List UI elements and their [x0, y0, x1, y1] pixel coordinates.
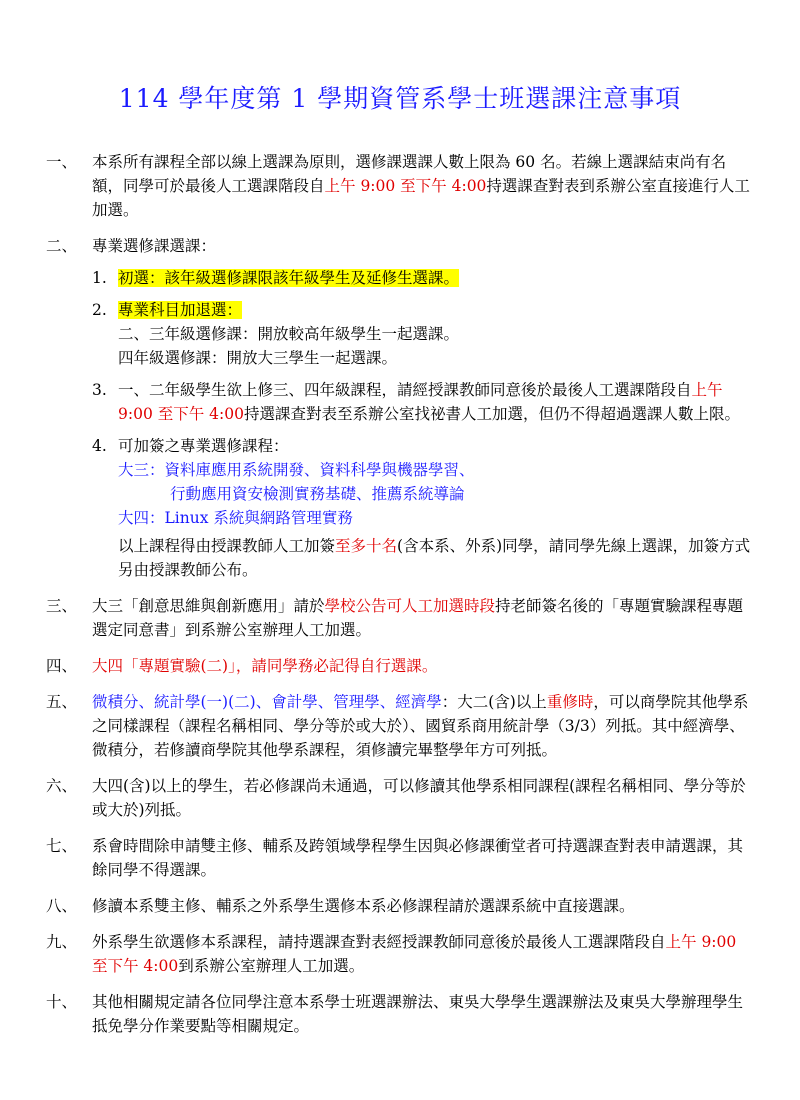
- sub-item-4: [92, 434, 756, 582]
- sub-line: 四年級選修課：開放大三學生一起選課。: [118, 349, 398, 367]
- junior-courses-line2: 行動應用資安檢測實務基礎、推薦系統導論: [170, 485, 465, 503]
- retake-highlight: 重修時: [546, 693, 594, 711]
- sub-item-3: [92, 378, 756, 426]
- rule-item-5: [46, 690, 756, 762]
- sub-number: 2.: [92, 301, 107, 319]
- highlighted-text: 專業科目加退選：: [118, 301, 243, 319]
- period-highlight: 學校公告可人工加選時段: [324, 597, 496, 615]
- rule-item-7: [46, 834, 756, 882]
- rule-item-10: [46, 990, 756, 1038]
- senior-courses: 大四：Linux 系統與網路管理實務: [118, 509, 353, 527]
- item-number: 三、: [46, 597, 78, 615]
- item-text-cont: 持選課查對表到系辦公室直接進行人工加選。: [92, 177, 750, 219]
- sub-line: 二、三年級選修課：開放較高年級學生一起選課。: [118, 325, 460, 343]
- rule-item-9: [46, 930, 756, 978]
- course-list: 微積分、統計學(一)(二)、會計學、管理學、經濟學: [92, 693, 442, 711]
- note-limit: 至多十名: [335, 537, 398, 555]
- item-text-cont: 持老師簽名後的「專題實驗課程專題選定同意書」到系辦公室辦理人工加選。: [92, 597, 744, 639]
- item-text: ：大二(含)以上: [441, 693, 547, 711]
- sub-number: 4.: [92, 437, 107, 455]
- rule-item-4: [46, 654, 756, 678]
- sub-item-2: [92, 298, 756, 370]
- item-number: 八、: [46, 897, 78, 915]
- item-number: 六、: [46, 777, 78, 795]
- rule-item-1: [46, 150, 756, 222]
- rule-item-2: [46, 234, 756, 582]
- item-text: 大三「創意思維與創新應用」請於: [92, 597, 325, 615]
- item-text: 本系所有課程全部以線上選課為原則，選修課選課人數上限為 60 名。若線上選課結束尚有名額，同學可於最後人工選課階段自: [92, 153, 727, 195]
- item-text-cont: ，可以商學院其他學系之同樣課程（課程名稱相同、學分等於或大於）、國貿系商用統計學（3/3）列抵。其中經濟學、微積分，若修讀商學院其他學系課程，須修讀完畢整學年方可列抵。: [92, 693, 749, 759]
- item-text: 修讀本系雙主修、輔系之外系學生選修本系必修課程請於選課系統中直接選課。: [92, 897, 635, 915]
- junior-label: 大三：: [118, 461, 165, 479]
- item-number: 四、: [46, 657, 78, 675]
- signup-note: [118, 534, 756, 582]
- highlighted-text: 初選：該年級選修課限該年級學生及延修生選課。: [118, 269, 460, 287]
- page-title: 114 學年度第 1 學期資管系學士班選課注意事項: [118, 84, 682, 113]
- item-number: 九、: [46, 933, 78, 951]
- rules-list: [46, 150, 756, 1050]
- item-number: 十、: [46, 993, 78, 1011]
- rule-item-8: [46, 894, 756, 918]
- item-number: 二、: [46, 237, 78, 255]
- item-text: 大四「專題實驗(二)」，請同學務必記得自行選課。: [92, 657, 438, 675]
- item-number: 七、: [46, 837, 78, 855]
- note-text: 以上課程得由授課教師人工加簽: [118, 537, 336, 555]
- item-text: 其他相關規定請各位同學注意本系學士班選課辦法、東吳大學學生選課辦法及東吳大學辦理學生抵免學分作業要點等相關規定。: [92, 993, 744, 1035]
- item-text: 外系學生欲選修本系課程，請持選課查對表經授課教師同意後於最後人工選課階段自: [92, 933, 666, 951]
- junior-courses: [118, 458, 756, 482]
- item-number: 一、: [46, 153, 78, 171]
- time-range: 上午 9:00 至下午 4:00: [324, 177, 487, 195]
- item-number: 五、: [46, 693, 78, 711]
- item-text: 專業選修課選課：: [92, 237, 217, 255]
- sub-text-cont: 持選課查對表至系辦公室找祕書人工加選，但仍不得超過選課人數上限。: [243, 405, 740, 423]
- sub-number: 1.: [92, 269, 107, 287]
- sub-number: 3.: [92, 381, 107, 399]
- sub-item-1: [92, 266, 756, 290]
- rule-item-6: [46, 774, 756, 822]
- time-range: 上午 9:00 至下午 4:00: [92, 933, 737, 975]
- item-text-cont: 到系辦公室辦理人工加選。: [178, 957, 365, 975]
- rule-item-3: [46, 594, 756, 642]
- time-range: 上午 9:00 至下午 4:00: [118, 381, 723, 423]
- item-text: 大四(含)以上的學生，若必修課尚未通過，可以修讀其他學系相同課程(課程名稱相同、學分等於或大於)列抵。: [92, 777, 746, 819]
- sub-text: 可加簽之專業選修課程：: [118, 437, 289, 455]
- junior-courses-line1: 資料庫應用系統開發、資料科學與機器學習、: [164, 461, 475, 479]
- note-text-cont: (含本系、外系)同學，請同學先線上選課，加簽方式另由授課教師公布。: [118, 537, 751, 579]
- sub-text: 一、二年級學生欲上修三、四年級課程，請經授課教師同意後於最後人工選課階段自: [118, 381, 692, 399]
- item-text: 系會時間除申請雙主修、輔系及跨領域學程學生因與必修課衝堂者可持選課查對表申請選課，其餘同學不得選課。: [92, 837, 744, 879]
